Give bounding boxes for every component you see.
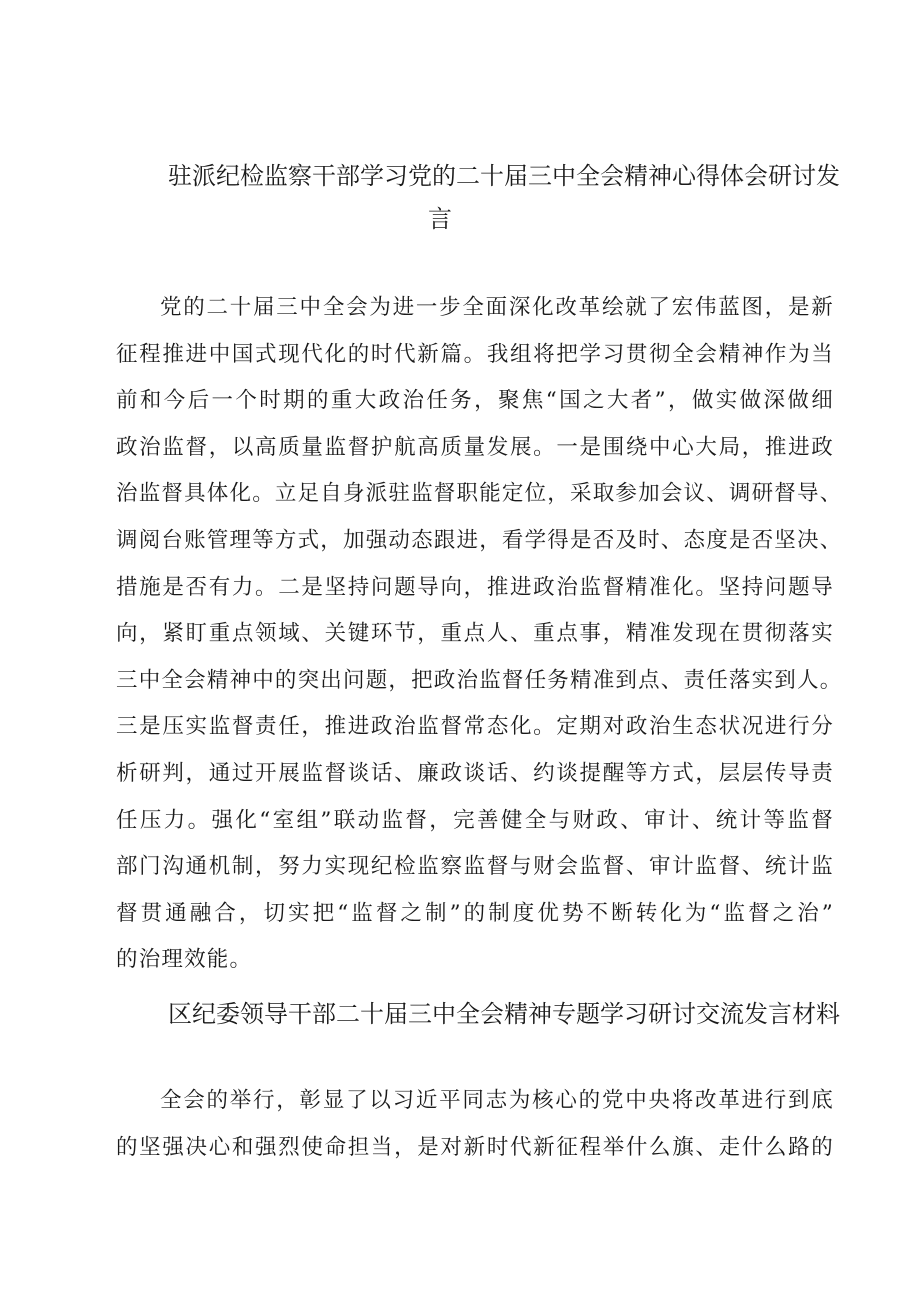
paragraph-line: 前和今后一个时期的重大政治任务，聚焦“国之大者”，做实做深做细 [116, 388, 834, 414]
paragraph-line: 的治理效能。 [116, 947, 253, 973]
paragraph-line: 征程推进中国式现代化的时代新篇。我组将把学习贯彻全会精神作为当 [116, 341, 834, 367]
paragraph-line: 三是压实监督责任，推进政治监督常态化。定期对政治生态状况进行分 [116, 714, 834, 740]
paragraph-line: 政治监督，以高质量监督护航高质量发展。一是围绕中心大局，推进政 [116, 434, 834, 460]
paragraph-line: 督贯通融合，切实把“监督之制”的制度优势不断转化为“监督之治” [116, 900, 834, 926]
paragraph-line: 调阅台账管理等方式，加强动态跟进，看学得是否及时、态度是否坚决、 [116, 527, 843, 553]
section1-title-line2: 言 [428, 205, 452, 233]
paragraph-line: 的坚强决心和强烈使命担当，是对新时代新征程举什么旗、走什么路的 [116, 1134, 834, 1160]
paragraph-line: 党的二十届三中全会为进一步全面深化改革绘就了宏伟蓝图，是新 [160, 295, 834, 320]
section1-title-line1: 驻派纪检监察干部学习党的二十届三中全会精神心得体会研讨发 [168, 162, 840, 190]
section2-paragraph [116, 1078, 834, 1171]
paragraph-line: 析研判，通过开展监督谈话、廉政谈话、约谈提醒等方式，层层传导责 [116, 760, 834, 786]
paragraph-line: 三中全会精神中的突出问题，把政治监督任务精准到点、责任落实到人。 [116, 667, 843, 693]
paragraph-line: 向，紧盯重点领域、关键环节，重点人、重点事，精准发现在贯彻落实 [116, 621, 834, 647]
paragraph-line: 全会的举行，彰显了以习近平同志为核心的党中央将改革进行到底 [160, 1088, 834, 1113]
paragraph-line: 措施是否有力。二是坚持问题导向，推进政治监督精准化。坚持问题导 [116, 574, 834, 600]
section1-paragraph [116, 285, 843, 984]
paragraph-line: 治监督具体化。立足自身派驻监督职能定位，采取参加会议、调研督导、 [116, 481, 843, 507]
paragraph-line: 任压力。强化“室组”联动监督，完善健全与财政、审计、统计等监督 [116, 807, 834, 833]
section2-title: 区纪委领导干部二十届三中全会精神专题学习研讨交流发言材料 [168, 1000, 840, 1028]
paragraph-line: 部门沟通机制，努力实现纪检监察监督与财会监督、审计监督、统计监 [116, 854, 834, 880]
